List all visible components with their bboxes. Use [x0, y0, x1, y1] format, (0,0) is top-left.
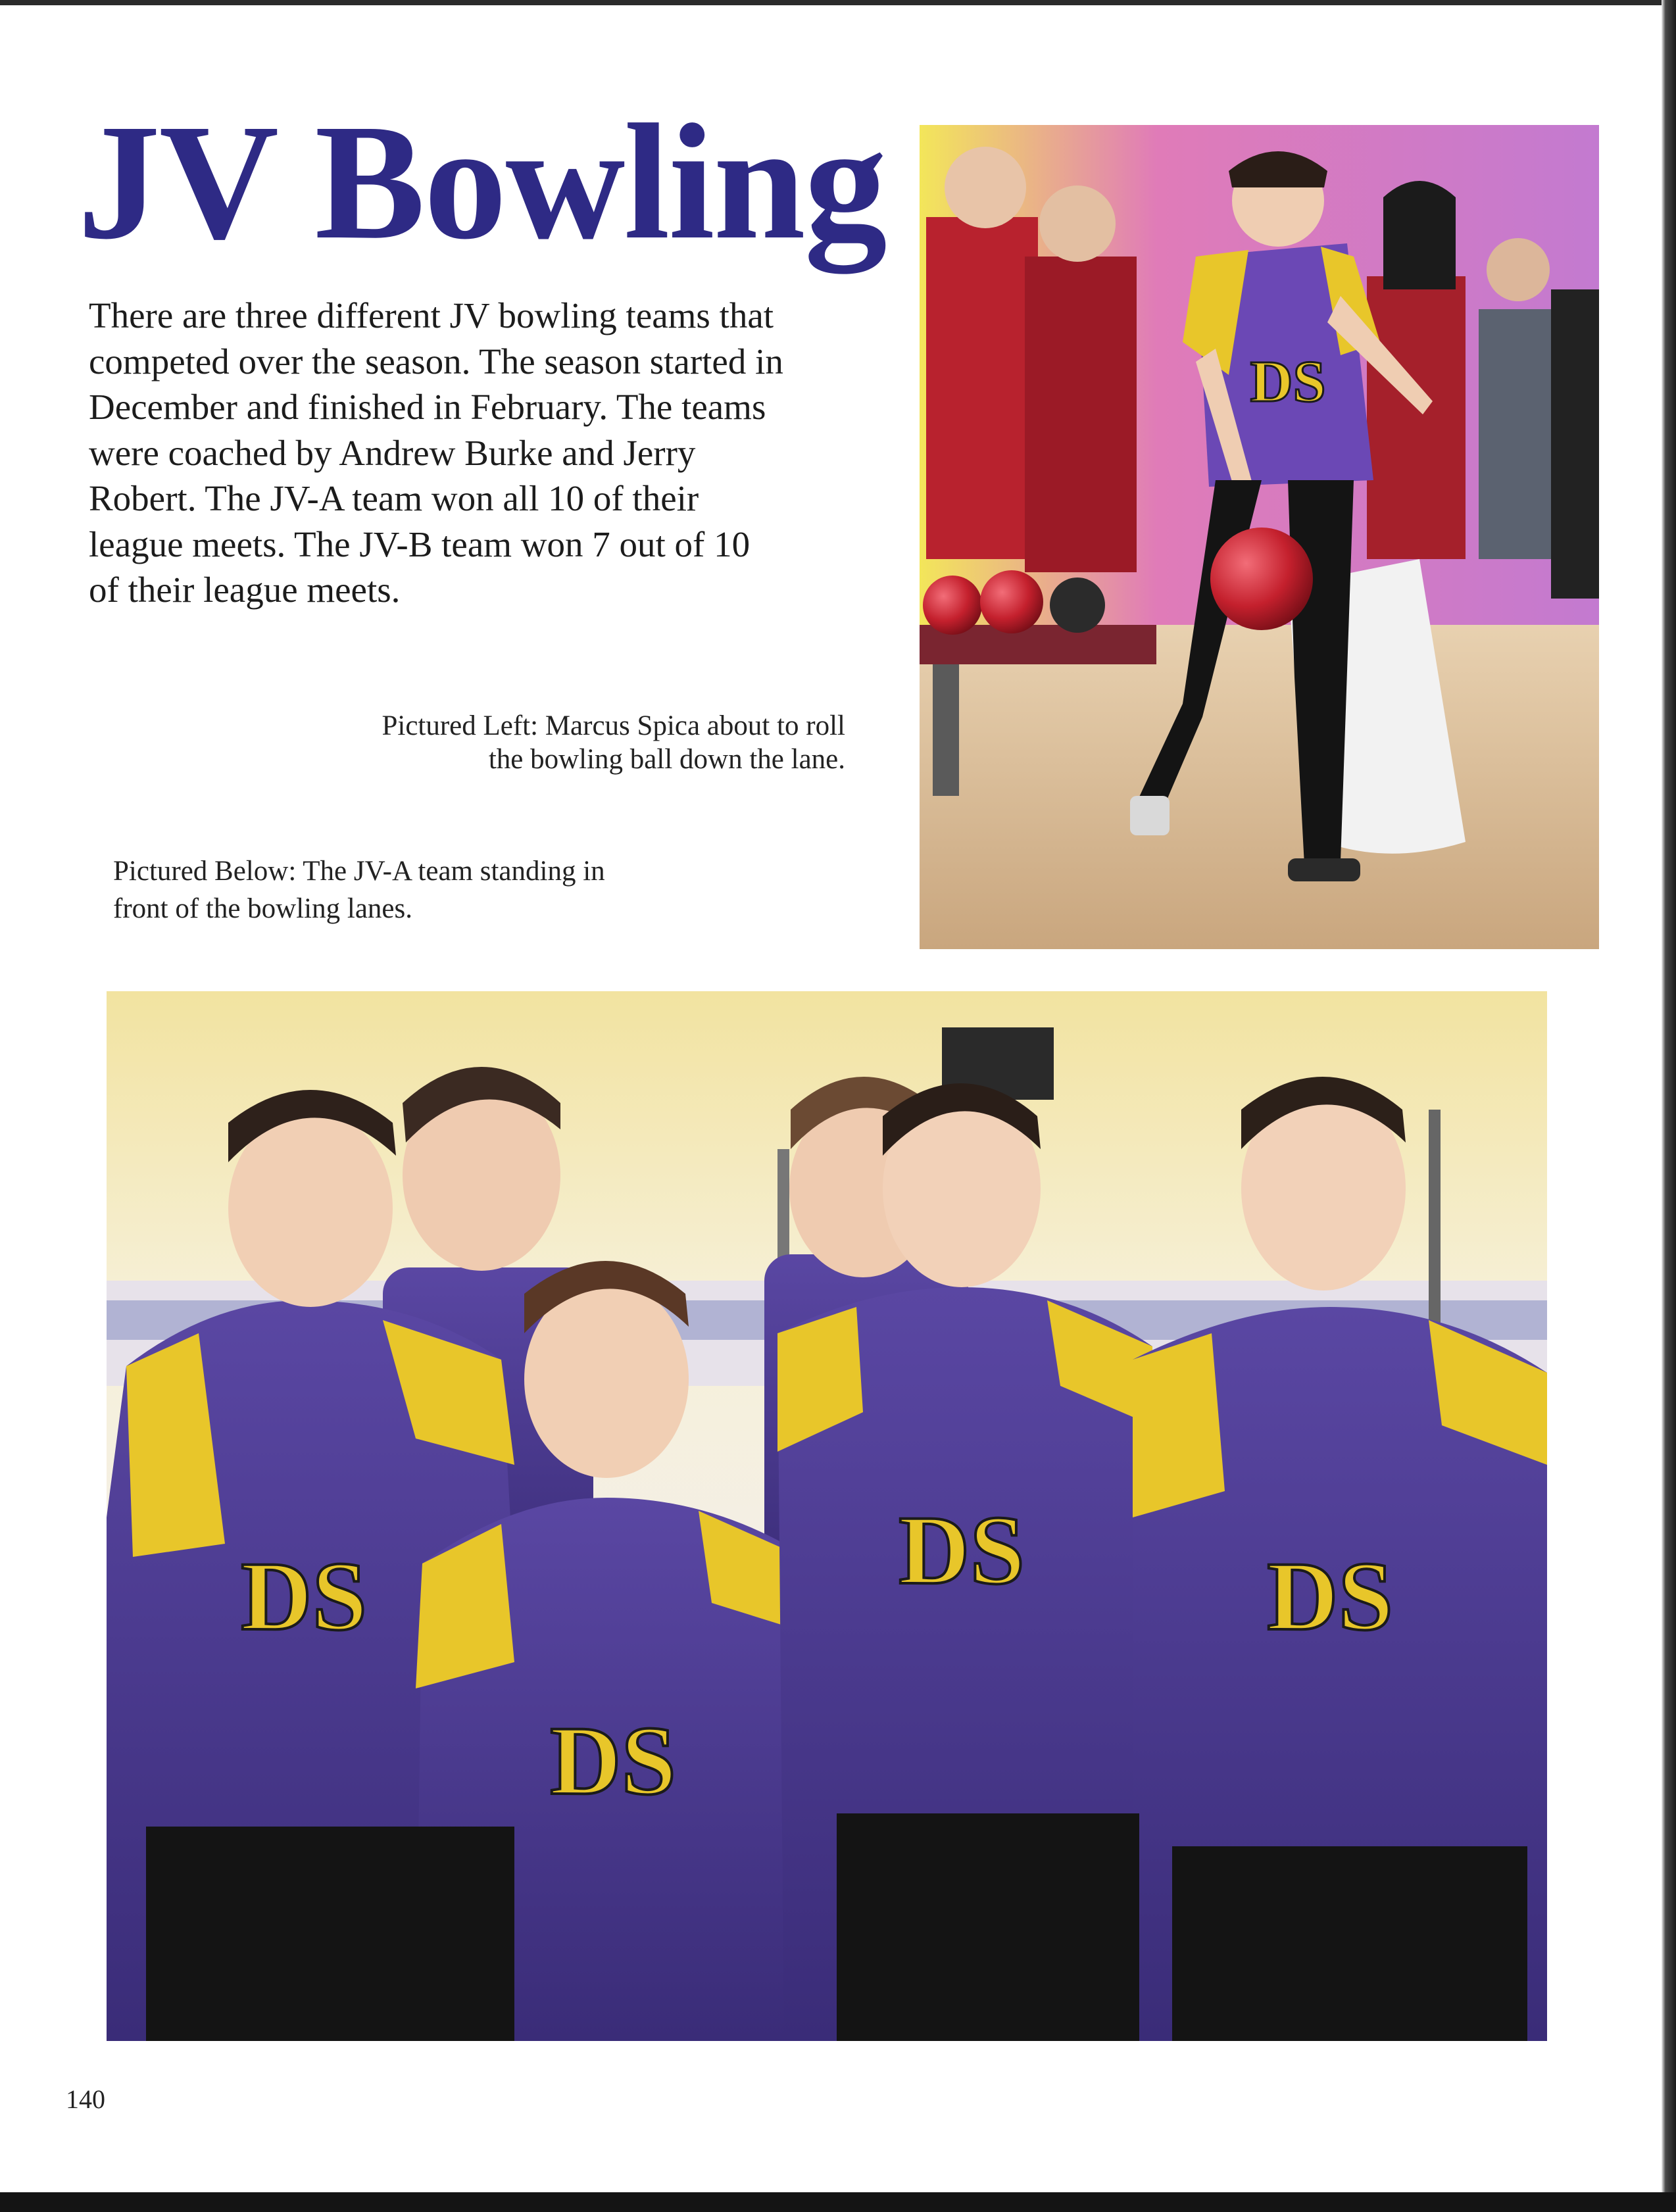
bowler-photo: [920, 125, 1599, 949]
caption-left-line-1: Pictured Left: Marcus Spica about to roll: [382, 710, 845, 741]
page-title: JV Bowling: [78, 89, 886, 274]
team-photo: [107, 991, 1547, 2041]
caption-below-line-2: front of the bowling lanes.: [113, 893, 412, 924]
svg-text:DS: DS: [550, 1706, 676, 1815]
caption-pictured-below: [113, 852, 745, 927]
caption-pictured-left: [197, 709, 845, 776]
svg-text:DS: DS: [241, 1542, 367, 1651]
caption-below-line-1: Pictured Below: The JV-A team standing in: [113, 856, 605, 887]
page-number: 140: [66, 2084, 105, 2114]
scan-edge-top: [0, 0, 1676, 5]
caption-left-line-2: the bowling ball down the lane.: [488, 744, 845, 775]
bowler-photo-icon: [920, 125, 1599, 949]
svg-text:DS: DS: [1267, 1542, 1393, 1651]
team-photo-icon: [107, 991, 1547, 2041]
scan-edge-right: [1662, 0, 1676, 2212]
scan-edge-bottom: [0, 2192, 1676, 2212]
svg-text:DS: DS: [899, 1496, 1025, 1605]
body-paragraph: There are three different JV bowling teams that competed over the season. The season started in December and finished in February. The teams were coached by Andrew Burke and Jerry Robert. The JV-A team won all 10 of their league meets. The JV-B team won 7 out of 10 of their league meets.: [89, 295, 783, 610]
svg-text:DS: DS: [1250, 349, 1326, 414]
